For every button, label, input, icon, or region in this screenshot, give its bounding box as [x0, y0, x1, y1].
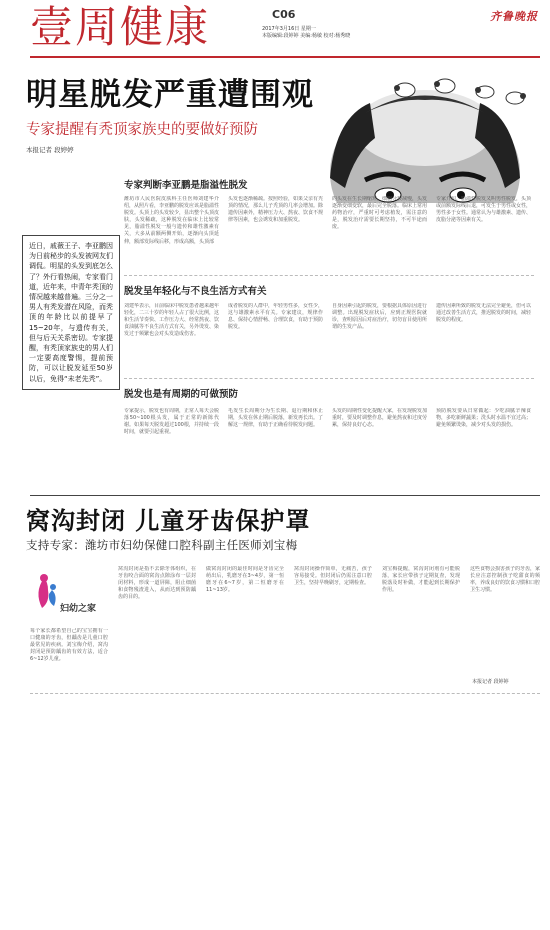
page-number: C06 [272, 8, 296, 21]
byline: 本报记者 段婷婷 [472, 679, 509, 685]
article-column: 潍坊市人民医院皮肤科主任医师刘建华介绍，从照片看，李亚鹏的脱发应该是脂溢性脱发。头顶上的头发较少，显出整个头顶皮肤，头发稀疏，这种脱发在临床上比较常见，脂溢性脱发一般与遗传和雄性激素有关，大多从前额两侧开始，逐渐向头顶延伸，额部发际线后移，形成高额，头顶部 [124, 196, 219, 245]
subheadline: 专家提醒有秃顶家族史的要做好预防 [26, 122, 258, 138]
article-column: 刘宝梅提醒，窝沟封闭剂有可能脱落，家长应带孩子定期复查，发现脱落及时补做，才能起到长期保护作用。 [382, 566, 460, 594]
subheadline: 支持专家：潍坊市妇幼保健口腔科副主任医师刘宝梅 [26, 538, 298, 552]
masthead-meta [262, 26, 350, 40]
section-title: 壹周健康 [30, 3, 210, 53]
article-column: 专家介绍，脂溢性脱发又叫男性脱发，头顶或前额发际线后退，可发生于男性或女性，男性多于女性。通常认为与雄激素、遗传、皮脂分泌等因素有关。 [436, 196, 531, 224]
column-logo-text: 妇幼之家 [60, 604, 97, 614]
article-column: 窝沟封闭操作简单，无痛苦，孩子容易接受。但封闭后仍需注意口腔卫生，坚持早晚刷牙，定期检查。 [294, 566, 372, 587]
article-column: 遗传因素所致的脱发无法完全避免，但可以通过改善生活方式，推迟脱发的时间，减轻脱发的程度。 [436, 303, 531, 324]
article-column: 这些食物会损害孩子的牙齿，家长应注意控制孩子吃甜食的频率，养成良好的饮食习惯和口腔卫生习惯。 [470, 566, 540, 594]
balding-man-illustration [285, 58, 545, 203]
masthead-meta-editors: 本版编辑:段婷婷 美编:杨敏 校对:杨秀晓 [262, 33, 351, 39]
section-heading: 专家判断李亚鹏是脂溢性脱发 [124, 180, 248, 191]
article-column: 专家提示，脱发也有周期，正常人每天会脱落50~100根头发，属于正常的新陈代谢。如果每天脱发超过100根，并持续一段时间，就要引起重视。 [124, 408, 219, 436]
article-column: 自身因素引起的脱发，要根据具体原因进行调整。出现脱发症状后，应到正规医院就诊，查明原因后对症治疗，切勿盲目使用所谓的生发产品。 [332, 303, 427, 331]
article-column: 毛发生长周期分为生长期、退行期和休止期，头发在休止期后脱落，新发再长出。了解这一规律，有助于正确看待脱发问题。 [228, 408, 323, 429]
intro-box: 近日，戚薇王子、李亚鹏因为日前秘步的头发被网友们调侃。明星的头发到底怎么了？外行看热闹，专家看门道，近年来，中青年秃顶的情况越来越普遍。三分之一男人有秃发潜在风险，而秃顶的年龄比以前提早了15~20年，与遗传有关，但与后天关系密切。专家提醒，有秃顶家族史的男人们一定要高度警惕，提前预防，可以让脱发延至50岁以后，免得“未老先秃”。 [22, 235, 120, 390]
article-column: 做窝沟封闭的最佳时间是牙齿完全萌出后，乳磨牙在3~4岁，第一恒磨牙在6~7岁，第二恒磨牙在11~13岁。 [206, 566, 284, 594]
bottom-divider [30, 693, 540, 694]
article-divider [30, 495, 540, 496]
article-column: 成者脱发的人群中，年轻男性多，女性少，这与雄激素水平有关。专家建议，规律作息、保持心情舒畅、合理饮食，有助于预防脱发。 [228, 303, 323, 331]
section-divider [124, 275, 534, 276]
paper-logo: 齐鲁晚报 [490, 10, 538, 23]
headline: 窝沟封闭 儿童牙齿保护罩 [26, 507, 311, 535]
byline: 本报记者 段婷婷 [26, 146, 74, 154]
section-divider [124, 378, 534, 379]
section-heading: 脱发也是有周期的可做预防 [124, 389, 239, 400]
masthead-meta-date: 2017年3月16日 星期一 [262, 26, 316, 32]
article-column: 头发的周期性变化提醒大家，在发现脱发加重时，要及时调整作息，避免熬夜和过度劳累，保持良好心态。 [332, 408, 427, 429]
article-column: 窝沟封闭是指不去除牙体组织，在牙齿咬合面的窝沟点隙涂布一层封闭材料，形成一道屏障，阻止细菌和食物残渣进入，从而达到预防龋齿的目的。 [118, 566, 196, 601]
article-column: 刘建华表示，目前临床中脱发患者越来越年轻化，二三十岁的年轻人占了很大比例，这和生活节奏快、工作压力大、经常熬夜、饮食油腻等不良生活方式有关，另外烫发、染发过于频繁也会对头发造成伤害。 [124, 303, 219, 338]
headline: 明星脱发严重遭围观 [26, 77, 314, 113]
article-column: 的头发在生长期缩短，细胞分裂减慢，头发逐渐变细变软，最后完全脱落。临床上常用药物治疗，严重时可考虑植发，需注意的是，脱发治疗需要长期坚持，不可半途而废。 [332, 196, 427, 231]
section-heading: 脱发呈年轻化与不良生活方式有关 [124, 286, 267, 297]
article-column: 头发也逐渐稀疏。按照经验，如果父亲有秃顶的情况，那么儿子秃顶的几率会增加。除遗传因素外，精神压力大、熬夜、饮食不规律等因素，也会诱发和加重脱发。 [228, 196, 323, 224]
article-column: 预防脱发要从日常做起：少吃油腻辛辣食物，多吃新鲜蔬果；洗头时水温不宜过高；避免频繁烫染，减少对头发的损伤。 [436, 408, 531, 429]
article-column: 每个家长都希望自己的宝宝拥有一口健康的牙齿，但龋齿是儿童口腔最常见的疾病。刘宝梅介绍，窝沟封闭是预防龋齿的有效方法，适合6~12岁儿童。 [30, 628, 108, 663]
